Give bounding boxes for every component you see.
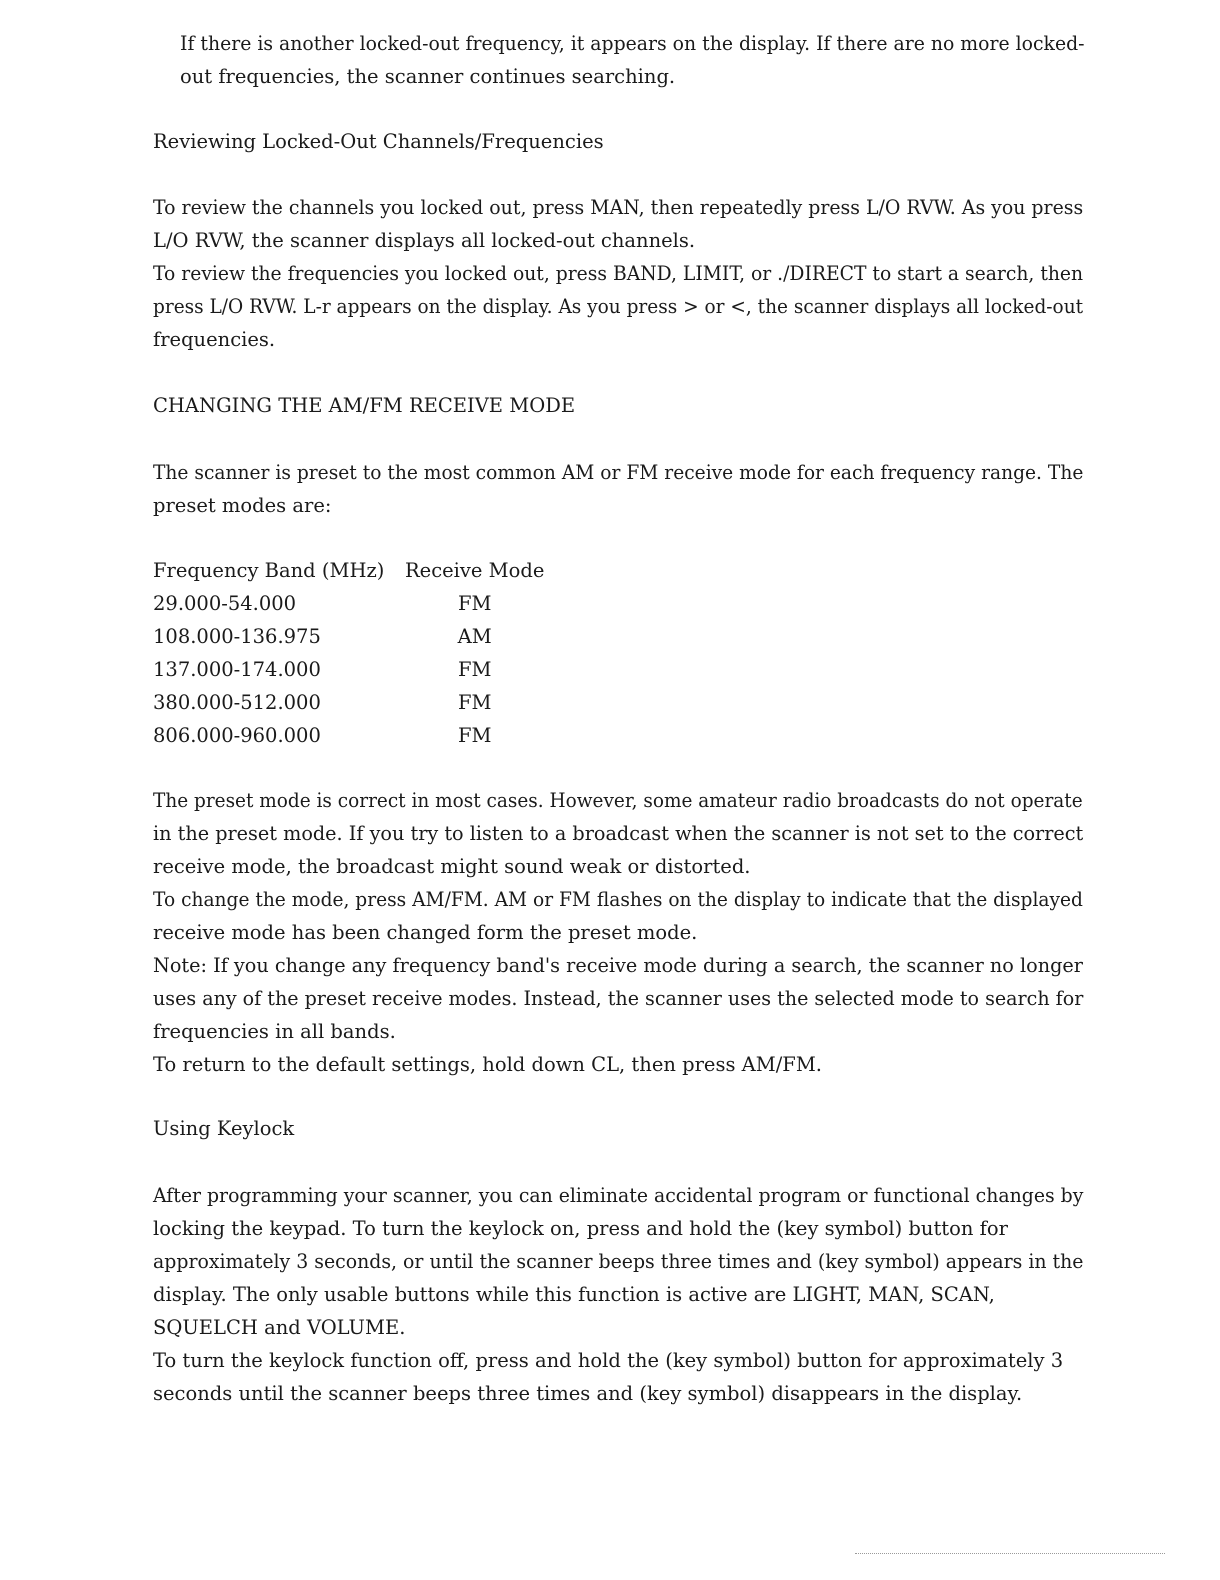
scan-artifact-divider: [855, 1553, 1165, 1554]
frequency-mode-table: [153, 554, 544, 752]
section-heading-reviewing: Reviewing Locked-Out Channels/Frequencies: [153, 130, 604, 153]
text-line: frequencies in all bands.: [153, 1020, 396, 1043]
text-line: If there is another locked-out frequency, it appears on the display. If there are no more locked-: [180, 32, 1085, 55]
table-header-row: [153, 554, 544, 587]
band-cell: 137.000-174.000: [153, 658, 321, 681]
band-cell: 108.000-136.975: [153, 625, 321, 648]
mode-paragraphs: [153, 784, 1083, 1081]
band-cell: 806.000-960.000: [153, 724, 321, 747]
reviewing-paragraphs: [153, 191, 1083, 356]
table-row: [153, 620, 544, 653]
mode-intro-paragraph: [153, 456, 1083, 522]
mode-cell: FM: [457, 658, 492, 681]
table-row: [153, 653, 544, 686]
text-line: uses any of the preset receive modes. Instead, the scanner uses the selected mode to search for: [153, 987, 1084, 1010]
text-line: locking the keypad. To turn the keylock on, press and hold the (key symbol) button for: [153, 1217, 1008, 1240]
text-line: To review the channels you locked out, press MAN, then repeatedly press L/O RVW. As you press: [153, 196, 1084, 219]
text-line: After programming your scanner, you can eliminate accidental program or functional changes by: [153, 1184, 1084, 1207]
text-line: in the preset mode. If you try to listen to a broadcast when the scanner is not set to the correct: [153, 822, 1084, 845]
table-row: [153, 587, 544, 620]
text-line: To review the frequencies you locked out, press BAND, LIMIT, or ./DIRECT to start a search, then: [153, 262, 1084, 285]
mode-cell: AM: [457, 625, 492, 648]
text-line: Note: If you change any frequency band's receive mode during a search, the scanner no longer: [153, 954, 1083, 977]
text-line: To change the mode, press AM/FM. AM or FM flashes on the display to indicate that the displayed: [153, 888, 1083, 911]
text-line: display. The only usable buttons while this function is active are LIGHT, MAN, SCAN,: [153, 1283, 995, 1306]
band-cell: 29.000-54.000: [153, 592, 297, 615]
keylock-paragraphs: [153, 1179, 1083, 1410]
text-line: preset modes are:: [153, 494, 332, 517]
table-row: [153, 686, 544, 719]
text-line: To turn the keylock function off, press and hold the (key symbol) button for approximately 3: [153, 1349, 1064, 1372]
section-heading-mode: CHANGING THE AM/FM RECEIVE MODE: [153, 394, 576, 417]
text-line: L/O RVW, the scanner displays all locked-out channels.: [153, 229, 696, 252]
column-header-band: Frequency Band (MHz): [153, 559, 385, 582]
text-line: seconds until the scanner beeps three times and (key symbol) disappears in the display.: [153, 1382, 1023, 1405]
intro-paragraph: [180, 27, 1085, 93]
mode-cell: FM: [457, 724, 492, 747]
band-cell: 380.000-512.000: [153, 691, 321, 714]
text-line: The scanner is preset to the most common AM or FM receive mode for each frequency range. The: [153, 461, 1084, 484]
column-header-mode: Receive Mode: [405, 559, 545, 582]
text-line: frequencies.: [153, 328, 276, 351]
table-row: [153, 719, 544, 752]
text-line: The preset mode is correct in most cases. However, some amateur radio broadcasts do not operate: [153, 789, 1083, 812]
text-line: receive mode has been changed form the preset mode.: [153, 921, 698, 944]
text-line: approximately 3 seconds, or until the scanner beeps three times and (key symbol) appears in the: [153, 1250, 1084, 1273]
mode-cell: FM: [457, 691, 492, 714]
text-line: receive mode, the broadcast might sound weak or distorted.: [153, 855, 751, 878]
text-line: To return to the default settings, hold down CL, then press AM/FM.: [153, 1053, 822, 1076]
section-heading-keylock: Using Keylock: [153, 1117, 295, 1140]
text-line: press L/O RVW. L-r appears on the display. As you press > or <, the scanner displays all locked-out: [153, 295, 1084, 318]
mode-cell: FM: [457, 592, 492, 615]
text-line: out frequencies, the scanner continues searching.: [180, 65, 676, 88]
text-line: SQUELCH and VOLUME.: [153, 1316, 406, 1339]
